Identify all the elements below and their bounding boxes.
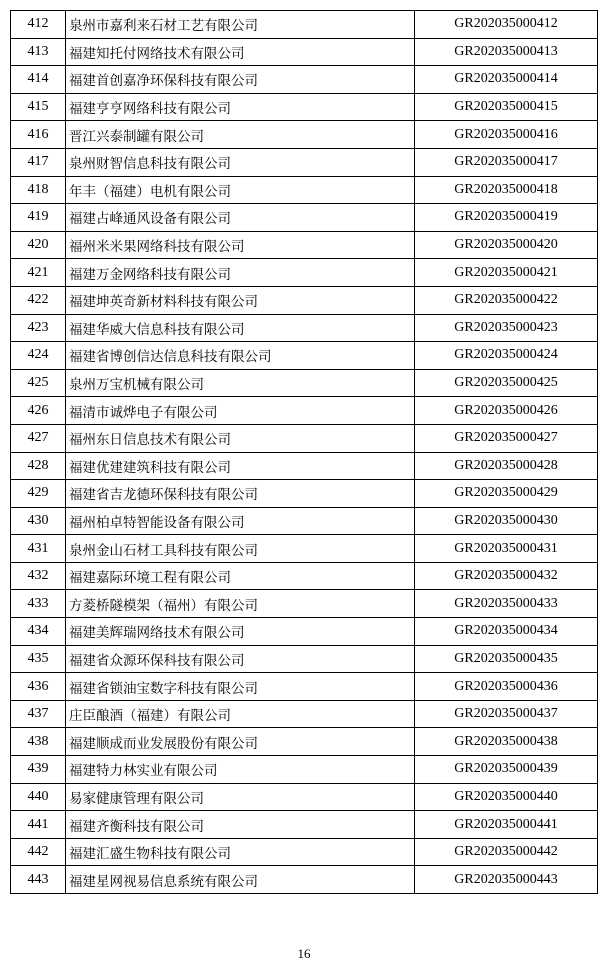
- company-list-table: [10, 10, 598, 894]
- table-row: [11, 148, 598, 176]
- certificate-code: GR202035000440: [415, 783, 598, 811]
- table-row: [11, 838, 598, 866]
- table-row: [11, 480, 598, 508]
- row-number: 420: [11, 231, 66, 259]
- table-row: [11, 866, 598, 894]
- row-number: 436: [11, 673, 66, 701]
- company-name: 福建万金网络科技有限公司: [66, 259, 415, 287]
- row-number: 435: [11, 645, 66, 673]
- row-number: 413: [11, 38, 66, 66]
- certificate-code: GR202035000435: [415, 645, 598, 673]
- company-name: 福建特力林实业有限公司: [66, 756, 415, 784]
- company-name: 福建汇盛生物科技有限公司: [66, 838, 415, 866]
- row-number: 422: [11, 286, 66, 314]
- row-number: 429: [11, 480, 66, 508]
- table-row: [11, 342, 598, 370]
- company-name: 福州柏卓特智能设备有限公司: [66, 507, 415, 535]
- company-name: 泉州金山石材工具科技有限公司: [66, 535, 415, 563]
- certificate-code: GR202035000415: [415, 93, 598, 121]
- row-number: 431: [11, 535, 66, 563]
- row-number: 415: [11, 93, 66, 121]
- certificate-code: GR202035000428: [415, 452, 598, 480]
- certificate-code: GR202035000427: [415, 424, 598, 452]
- table-row: [11, 618, 598, 646]
- row-number: 419: [11, 204, 66, 232]
- table-row: [11, 259, 598, 287]
- company-name: 庄臣酿酒（福建）有限公司: [66, 700, 415, 728]
- row-number: 439: [11, 756, 66, 784]
- table-row: [11, 38, 598, 66]
- company-name: 福建省众源环保科技有限公司: [66, 645, 415, 673]
- certificate-code: GR202035000412: [415, 11, 598, 39]
- company-name: 福清市诚烨电子有限公司: [66, 397, 415, 425]
- company-name: 福建省吉龙德环保科技有限公司: [66, 480, 415, 508]
- row-number: 438: [11, 728, 66, 756]
- table-row: [11, 700, 598, 728]
- table-row: [11, 231, 598, 259]
- company-name: 福建占峰通风设备有限公司: [66, 204, 415, 232]
- company-name: 福建首创嘉净环保科技有限公司: [66, 66, 415, 94]
- row-number: 417: [11, 148, 66, 176]
- company-name: 福建星网视易信息系统有限公司: [66, 866, 415, 894]
- table-row: [11, 811, 598, 839]
- row-number: 443: [11, 866, 66, 894]
- table-row: [11, 176, 598, 204]
- row-number: 437: [11, 700, 66, 728]
- company-name: 福建省锁油宝数字科技有限公司: [66, 673, 415, 701]
- certificate-code: GR202035000417: [415, 148, 598, 176]
- row-number: 418: [11, 176, 66, 204]
- row-number: 424: [11, 342, 66, 370]
- company-name: 泉州市嘉利来石材工艺有限公司: [66, 11, 415, 39]
- table-row: [11, 645, 598, 673]
- company-name: 福建坤英奇新材料科技有限公司: [66, 286, 415, 314]
- company-name: 福建优建建筑科技有限公司: [66, 452, 415, 480]
- table-row: [11, 93, 598, 121]
- table-row: [11, 369, 598, 397]
- table-row: [11, 424, 598, 452]
- row-number: 426: [11, 397, 66, 425]
- row-number: 434: [11, 618, 66, 646]
- table-row: [11, 452, 598, 480]
- certificate-code: GR202035000421: [415, 259, 598, 287]
- certificate-code: GR202035000429: [415, 480, 598, 508]
- company-name: 福建美辉瑞网络技术有限公司: [66, 618, 415, 646]
- certificate-code: GR202035000425: [415, 369, 598, 397]
- row-number: 433: [11, 590, 66, 618]
- certificate-code: GR202035000443: [415, 866, 598, 894]
- company-name: 福建齐衡科技有限公司: [66, 811, 415, 839]
- company-name: 福建省博创信达信息科技有限公司: [66, 342, 415, 370]
- table-row: [11, 204, 598, 232]
- certificate-code: GR202035000414: [415, 66, 598, 94]
- row-number: 427: [11, 424, 66, 452]
- row-number: 423: [11, 314, 66, 342]
- company-name: 福建嘉际环境工程有限公司: [66, 562, 415, 590]
- company-name: 年丰（福建）电机有限公司: [66, 176, 415, 204]
- row-number: 416: [11, 121, 66, 149]
- row-number: 421: [11, 259, 66, 287]
- table-row: [11, 590, 598, 618]
- table-row: [11, 728, 598, 756]
- certificate-code: GR202035000416: [415, 121, 598, 149]
- row-number: 442: [11, 838, 66, 866]
- certificate-code: GR202035000433: [415, 590, 598, 618]
- table-row: [11, 286, 598, 314]
- row-number: 441: [11, 811, 66, 839]
- certificate-code: GR202035000424: [415, 342, 598, 370]
- company-name: 福州东日信息技术有限公司: [66, 424, 415, 452]
- certificate-code: GR202035000413: [415, 38, 598, 66]
- table-row: [11, 673, 598, 701]
- table-row: [11, 756, 598, 784]
- company-name: 晋江兴泰制罐有限公司: [66, 121, 415, 149]
- row-number: 430: [11, 507, 66, 535]
- table-row: [11, 507, 598, 535]
- company-table: [10, 10, 598, 894]
- company-name: 福建华威大信息科技有限公司: [66, 314, 415, 342]
- company-name: 易家健康管理有限公司: [66, 783, 415, 811]
- table-body: [11, 11, 598, 894]
- company-name: 福建亨亨网络科技有限公司: [66, 93, 415, 121]
- row-number: 414: [11, 66, 66, 94]
- company-name: 泉州万宝机械有限公司: [66, 369, 415, 397]
- certificate-code: GR202035000439: [415, 756, 598, 784]
- table-row: [11, 535, 598, 563]
- certificate-code: GR202035000441: [415, 811, 598, 839]
- certificate-code: GR202035000437: [415, 700, 598, 728]
- certificate-code: GR202035000438: [415, 728, 598, 756]
- certificate-code: GR202035000426: [415, 397, 598, 425]
- certificate-code: GR202035000436: [415, 673, 598, 701]
- company-name: 福建顺成而业发展股份有限公司: [66, 728, 415, 756]
- certificate-code: GR202035000423: [415, 314, 598, 342]
- row-number: 432: [11, 562, 66, 590]
- company-name: 泉州财智信息科技有限公司: [66, 148, 415, 176]
- table-row: [11, 11, 598, 39]
- row-number: 440: [11, 783, 66, 811]
- certificate-code: GR202035000430: [415, 507, 598, 535]
- page-number: 16: [297, 946, 311, 961]
- company-name: 方菱桥隧模架（福州）有限公司: [66, 590, 415, 618]
- certificate-code: GR202035000431: [415, 535, 598, 563]
- certificate-code: GR202035000442: [415, 838, 598, 866]
- table-row: [11, 783, 598, 811]
- certificate-code: GR202035000432: [415, 562, 598, 590]
- certificate-code: GR202035000422: [415, 286, 598, 314]
- row-number: 412: [11, 11, 66, 39]
- certificate-code: GR202035000419: [415, 204, 598, 232]
- table-row: [11, 121, 598, 149]
- company-name: 福州米米果网络科技有限公司: [66, 231, 415, 259]
- row-number: 425: [11, 369, 66, 397]
- table-row: [11, 314, 598, 342]
- company-name: 福建知托付网络技术有限公司: [66, 38, 415, 66]
- table-row: [11, 397, 598, 425]
- table-row: [11, 66, 598, 94]
- table-row: [11, 562, 598, 590]
- certificate-code: GR202035000420: [415, 231, 598, 259]
- certificate-code: GR202035000434: [415, 618, 598, 646]
- certificate-code: GR202035000418: [415, 176, 598, 204]
- row-number: 428: [11, 452, 66, 480]
